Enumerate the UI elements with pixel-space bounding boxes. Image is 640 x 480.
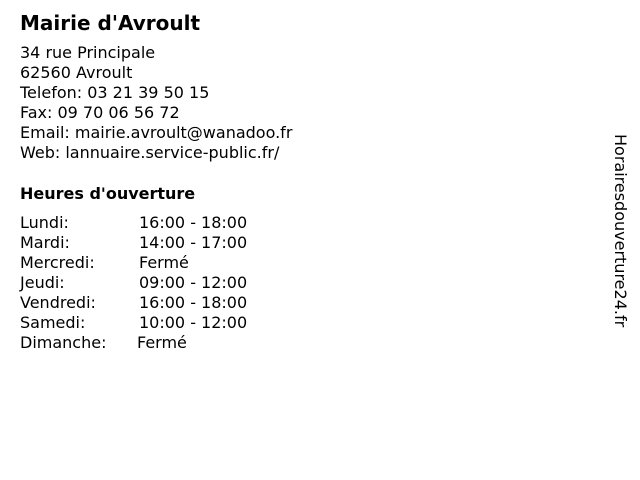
- day-label: Jeudi:: [20, 273, 65, 292]
- street-address: 34 rue Principale: [20, 43, 156, 62]
- time-value: Fermé: [139, 253, 189, 272]
- time-value: 16:00 - 18:00: [139, 213, 248, 232]
- time-value: Fermé: [137, 333, 187, 352]
- city-line: 62560 Avroult: [20, 63, 133, 82]
- day-label: Samedi:: [20, 313, 86, 332]
- opening-hours-heading: Heures d'ouverture: [20, 184, 196, 203]
- day-label: Mercredi:: [20, 253, 95, 272]
- web-line: Web: lannuaire.service-public.fr/: [20, 143, 280, 162]
- day-label: Lundi:: [20, 213, 69, 232]
- day-label: Mardi:: [20, 233, 70, 252]
- email-line: Email: mairie.avroult@wanadoo.fr: [20, 123, 293, 142]
- time-value: 09:00 - 12:00: [139, 273, 248, 292]
- fax-line: Fax: 09 70 06 56 72: [20, 103, 180, 122]
- site-watermark: Horairesdouverture24.fr: [611, 134, 630, 328]
- time-value: 16:00 - 18:00: [139, 293, 248, 312]
- day-label: Dimanche:: [20, 333, 107, 352]
- phone-line: Telefon: 03 21 39 50 15: [20, 83, 210, 102]
- time-value: 10:00 - 12:00: [139, 313, 248, 332]
- time-value: 14:00 - 17:00: [139, 233, 248, 252]
- day-label: Vendredi:: [20, 293, 96, 312]
- contact-block: [20, 43, 292, 163]
- page-title: Mairie d'Avroult: [20, 11, 200, 35]
